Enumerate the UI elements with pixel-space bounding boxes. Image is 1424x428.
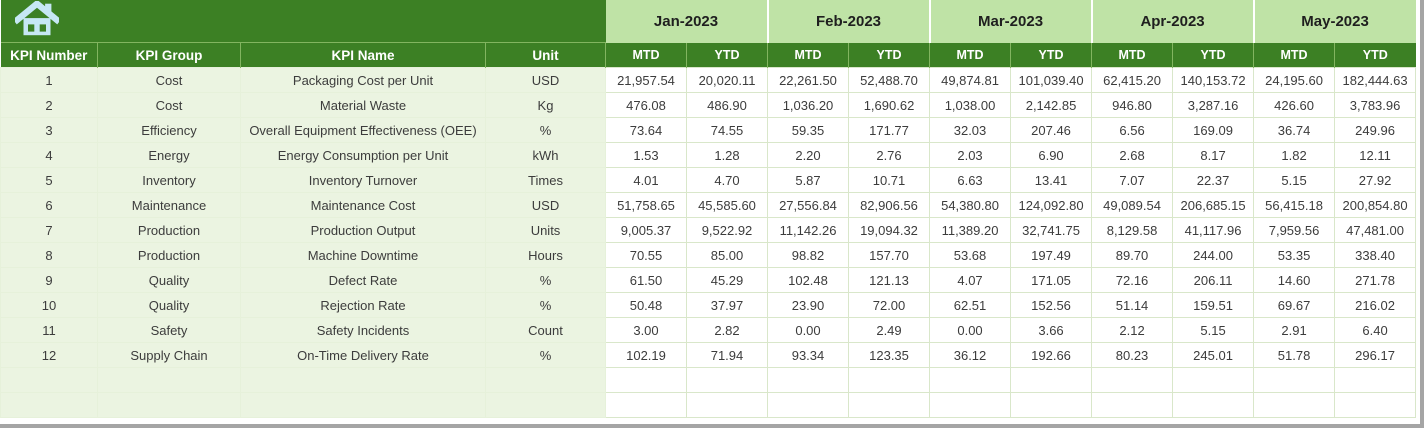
kpi-number-cell[interactable]: 7 [1, 218, 98, 243]
value-cell[interactable]: 32.03 [930, 118, 1011, 143]
kpi-unit-cell[interactable]: Units [486, 218, 606, 243]
value-cell[interactable]: 159.51 [1173, 293, 1254, 318]
empty-cell[interactable] [930, 368, 1011, 393]
kpi-group-cell[interactable]: Production [98, 218, 241, 243]
window-frame-bottom [0, 424, 1424, 428]
sub-header-feb-2023-ytd[interactable]: YTD [849, 43, 930, 68]
value-cell[interactable]: 296.17 [1335, 343, 1416, 368]
value-cell[interactable]: 85.00 [687, 243, 768, 268]
value-cell[interactable]: 206,685.15 [1173, 193, 1254, 218]
kpi-unit-cell[interactable]: USD [486, 193, 606, 218]
kpi-name-cell[interactable]: Energy Consumption per Unit [241, 143, 486, 168]
kpi-group-cell[interactable]: Supply Chain [98, 343, 241, 368]
value-cell[interactable]: 53.35 [1254, 243, 1335, 268]
value-cell[interactable]: 59.35 [768, 118, 849, 143]
table-body [1, 68, 1416, 418]
sub-header-mar-2023-ytd[interactable]: YTD [1011, 43, 1092, 68]
value-cell[interactable]: 82,906.56 [849, 193, 930, 218]
empty-cell[interactable] [1254, 368, 1335, 393]
kpi-group-cell[interactable]: Quality [98, 268, 241, 293]
kpi-unit-cell[interactable]: % [486, 268, 606, 293]
value-cell[interactable]: 71.94 [687, 343, 768, 368]
sub-header-apr-2023-ytd[interactable]: YTD [1173, 43, 1254, 68]
kpi-group-cell[interactable]: Cost [98, 93, 241, 118]
value-cell[interactable]: 102.19 [606, 343, 687, 368]
kpi-number-cell[interactable]: 3 [1, 118, 98, 143]
kpi-row-11 [1, 318, 1416, 343]
value-cell[interactable]: 50.48 [606, 293, 687, 318]
empty-cell[interactable] [687, 393, 768, 418]
value-cell[interactable]: 245.01 [1173, 343, 1254, 368]
value-cell[interactable]: 12.11 [1335, 143, 1416, 168]
value-cell[interactable]: 6.56 [1092, 118, 1173, 143]
value-cell[interactable]: 171.77 [849, 118, 930, 143]
value-cell[interactable]: 121.13 [849, 268, 930, 293]
kpi-unit-cell[interactable]: Count [486, 318, 606, 343]
value-cell[interactable]: 486.90 [687, 93, 768, 118]
value-cell[interactable]: 946.80 [1092, 93, 1173, 118]
kpi-number-cell[interactable]: 10 [1, 293, 98, 318]
value-cell[interactable]: 6.63 [930, 168, 1011, 193]
empty-cell[interactable] [486, 368, 606, 393]
empty-cell[interactable] [98, 393, 241, 418]
sub-header-jan-2023-mtd[interactable]: MTD [606, 43, 687, 68]
column-header-kpi-name[interactable]: KPI Name [241, 43, 486, 68]
empty-row [1, 368, 1416, 393]
value-cell[interactable]: 61.50 [606, 268, 687, 293]
value-cell[interactable]: 53.68 [930, 243, 1011, 268]
value-cell[interactable]: 27.92 [1335, 168, 1416, 193]
value-cell[interactable]: 32,741.75 [1011, 218, 1092, 243]
empty-cell[interactable] [1092, 368, 1173, 393]
value-cell[interactable]: 2.20 [768, 143, 849, 168]
value-cell[interactable]: 72.16 [1092, 268, 1173, 293]
value-cell[interactable]: 9,522.92 [687, 218, 768, 243]
kpi-unit-cell[interactable]: Times [486, 168, 606, 193]
kpi-name-cell[interactable]: Machine Downtime [241, 243, 486, 268]
kpi-unit-cell[interactable]: % [486, 293, 606, 318]
value-cell[interactable]: 19,094.32 [849, 218, 930, 243]
value-cell[interactable]: 2.49 [849, 318, 930, 343]
value-cell[interactable]: 11,142.26 [768, 218, 849, 243]
kpi-group-cell[interactable]: Maintenance [98, 193, 241, 218]
kpi-row-1 [1, 68, 1416, 93]
sub-header-mar-2023-mtd[interactable]: MTD [930, 43, 1011, 68]
value-cell[interactable]: 3.00 [606, 318, 687, 343]
kpi-group-cell[interactable]: Cost [98, 68, 241, 93]
sub-header-apr-2023-mtd[interactable]: MTD [1092, 43, 1173, 68]
kpi-row-10 [1, 293, 1416, 318]
kpi-group-cell[interactable]: Efficiency [98, 118, 241, 143]
empty-row [1, 393, 1416, 418]
value-cell[interactable]: 4.01 [606, 168, 687, 193]
value-cell[interactable]: 62.51 [930, 293, 1011, 318]
kpi-name-cell[interactable]: On-Time Delivery Rate [241, 343, 486, 368]
value-cell[interactable]: 9,005.37 [606, 218, 687, 243]
value-cell[interactable]: 23.90 [768, 293, 849, 318]
home-icon [15, 1, 59, 37]
kpi-unit-cell[interactable]: Kg [486, 93, 606, 118]
kpi-unit-cell[interactable]: Hours [486, 243, 606, 268]
value-cell[interactable]: 70.55 [606, 243, 687, 268]
kpi-name-cell[interactable]: Maintenance Cost [241, 193, 486, 218]
kpi-row-7 [1, 218, 1416, 243]
kpi-group-cell[interactable]: Inventory [98, 168, 241, 193]
kpi-row-9 [1, 268, 1416, 293]
kpi-name-cell[interactable]: Production Output [241, 218, 486, 243]
kpi-number-cell[interactable]: 2 [1, 93, 98, 118]
value-cell[interactable]: 24,195.60 [1254, 68, 1335, 93]
value-cell[interactable]: 206.11 [1173, 268, 1254, 293]
value-cell[interactable]: 45.29 [687, 268, 768, 293]
value-cell[interactable]: 124,092.80 [1011, 193, 1092, 218]
value-cell[interactable]: 2.82 [687, 318, 768, 343]
value-cell[interactable]: 69.67 [1254, 293, 1335, 318]
empty-cell[interactable] [768, 393, 849, 418]
month-header-apr-2023[interactable]: Apr-2023 [1092, 0, 1254, 43]
value-cell[interactable]: 5.15 [1173, 318, 1254, 343]
value-cell[interactable]: 3.66 [1011, 318, 1092, 343]
value-cell[interactable]: 2.12 [1092, 318, 1173, 343]
value-cell[interactable]: 0.00 [930, 318, 1011, 343]
kpi-number-cell[interactable]: 6 [1, 193, 98, 218]
kpi-name-cell[interactable]: Safety Incidents [241, 318, 486, 343]
empty-cell[interactable] [606, 368, 687, 393]
value-cell[interactable]: 1,690.62 [849, 93, 930, 118]
value-cell[interactable]: 2.03 [930, 143, 1011, 168]
empty-cell[interactable] [1173, 393, 1254, 418]
window-frame-right [1420, 0, 1424, 428]
value-cell[interactable]: 41,117.96 [1173, 218, 1254, 243]
empty-cell[interactable] [486, 393, 606, 418]
kpi-group-cell[interactable]: Safety [98, 318, 241, 343]
value-cell[interactable]: 216.02 [1335, 293, 1416, 318]
kpi-row-8 [1, 243, 1416, 268]
value-cell[interactable]: 5.15 [1254, 168, 1335, 193]
value-cell[interactable]: 6.40 [1335, 318, 1416, 343]
kpi-name-cell[interactable]: Overall Equipment Effectiveness (OEE) [241, 118, 486, 143]
value-cell[interactable]: 192.66 [1011, 343, 1092, 368]
kpi-unit-cell[interactable]: % [486, 118, 606, 143]
kpi-group-cell[interactable]: Energy [98, 143, 241, 168]
value-cell[interactable]: 62,415.20 [1092, 68, 1173, 93]
empty-cell[interactable] [930, 393, 1011, 418]
value-cell[interactable]: 7.07 [1092, 168, 1173, 193]
value-cell[interactable]: 8,129.58 [1092, 218, 1173, 243]
value-cell[interactable]: 2.68 [1092, 143, 1173, 168]
value-cell[interactable]: 1.82 [1254, 143, 1335, 168]
empty-cell[interactable] [1092, 393, 1173, 418]
month-header-row [1, 0, 1416, 43]
value-cell[interactable]: 89.70 [1092, 243, 1173, 268]
sub-header-jan-2023-ytd[interactable]: YTD [687, 43, 768, 68]
value-cell[interactable]: 37.97 [687, 293, 768, 318]
value-cell[interactable]: 27,556.84 [768, 193, 849, 218]
value-cell[interactable]: 4.70 [687, 168, 768, 193]
empty-cell[interactable] [1, 368, 98, 393]
month-header-may-2023[interactable]: May-2023 [1254, 0, 1416, 43]
value-cell[interactable]: 10.71 [849, 168, 930, 193]
value-cell[interactable]: 98.82 [768, 243, 849, 268]
kpi-row-2 [1, 93, 1416, 118]
value-cell[interactable]: 13.41 [1011, 168, 1092, 193]
value-cell[interactable]: 74.55 [687, 118, 768, 143]
value-cell[interactable]: 4.07 [930, 268, 1011, 293]
sub-header-may-2023-ytd[interactable]: YTD [1335, 43, 1416, 68]
home-button[interactable] [9, 0, 53, 36]
value-cell[interactable]: 22,261.50 [768, 68, 849, 93]
value-cell[interactable]: 0.00 [768, 318, 849, 343]
empty-cell[interactable] [1173, 368, 1254, 393]
value-cell[interactable]: 2,142.85 [1011, 93, 1092, 118]
value-cell[interactable]: 426.60 [1254, 93, 1335, 118]
kpi-row-5 [1, 168, 1416, 193]
column-header-unit[interactable]: Unit [486, 43, 606, 68]
value-cell[interactable]: 2.91 [1254, 318, 1335, 343]
value-cell[interactable]: 140,153.72 [1173, 68, 1254, 93]
empty-cell[interactable] [849, 393, 930, 418]
month-header-mar-2023[interactable]: Mar-2023 [930, 0, 1092, 43]
value-cell[interactable]: 1,038.00 [930, 93, 1011, 118]
value-cell[interactable]: 45,585.60 [687, 193, 768, 218]
kpi-name-cell[interactable]: Packaging Cost per Unit [241, 68, 486, 93]
empty-cell[interactable] [98, 368, 241, 393]
empty-cell[interactable] [241, 368, 486, 393]
empty-cell[interactable] [1011, 368, 1092, 393]
value-cell[interactable]: 152.56 [1011, 293, 1092, 318]
empty-cell[interactable] [1335, 393, 1416, 418]
kpi-number-cell[interactable]: 12 [1, 343, 98, 368]
value-cell[interactable]: 11,389.20 [930, 218, 1011, 243]
value-cell[interactable]: 49,089.54 [1092, 193, 1173, 218]
value-cell[interactable]: 80.23 [1092, 343, 1173, 368]
value-cell[interactable]: 73.64 [606, 118, 687, 143]
value-cell[interactable]: 123.35 [849, 343, 930, 368]
value-cell[interactable]: 476.08 [606, 93, 687, 118]
value-cell[interactable]: 3,783.96 [1335, 93, 1416, 118]
value-cell[interactable]: 338.40 [1335, 243, 1416, 268]
value-cell[interactable]: 21,957.54 [606, 68, 687, 93]
empty-cell[interactable] [687, 368, 768, 393]
value-cell[interactable]: 93.34 [768, 343, 849, 368]
value-cell[interactable]: 2.76 [849, 143, 930, 168]
kpi-number-cell[interactable]: 9 [1, 268, 98, 293]
value-cell[interactable]: 1.53 [606, 143, 687, 168]
value-cell[interactable]: 207.46 [1011, 118, 1092, 143]
value-cell[interactable]: 200,854.80 [1335, 193, 1416, 218]
kpi-row-6 [1, 193, 1416, 218]
empty-cell[interactable] [241, 393, 486, 418]
value-cell[interactable]: 20,020.11 [687, 68, 768, 93]
value-cell[interactable]: 47,481.00 [1335, 218, 1416, 243]
value-cell[interactable]: 56,415.18 [1254, 193, 1335, 218]
value-cell[interactable]: 14.60 [1254, 268, 1335, 293]
column-header-kpi-number[interactable]: KPI Number [1, 43, 98, 68]
value-cell[interactable]: 271.78 [1335, 268, 1416, 293]
value-cell[interactable]: 169.09 [1173, 118, 1254, 143]
empty-cell[interactable] [849, 368, 930, 393]
empty-cell[interactable] [1011, 393, 1092, 418]
kpi-name-cell[interactable]: Inventory Turnover [241, 168, 486, 193]
value-cell[interactable]: 102.48 [768, 268, 849, 293]
value-cell[interactable]: 1,036.20 [768, 93, 849, 118]
kpi-number-cell[interactable]: 5 [1, 168, 98, 193]
value-cell[interactable]: 36.74 [1254, 118, 1335, 143]
kpi-row-12 [1, 343, 1416, 368]
value-cell[interactable]: 3,287.16 [1173, 93, 1254, 118]
value-cell[interactable]: 51.78 [1254, 343, 1335, 368]
value-cell[interactable]: 101,039.40 [1011, 68, 1092, 93]
sub-header-feb-2023-mtd[interactable]: MTD [768, 43, 849, 68]
value-cell[interactable]: 22.37 [1173, 168, 1254, 193]
value-cell[interactable]: 249.96 [1335, 118, 1416, 143]
kpi-name-cell[interactable]: Defect Rate [241, 268, 486, 293]
value-cell[interactable]: 5.87 [768, 168, 849, 193]
value-cell[interactable]: 171.05 [1011, 268, 1092, 293]
value-cell[interactable]: 244.00 [1173, 243, 1254, 268]
kpi-group-cell[interactable]: Production [98, 243, 241, 268]
empty-cell[interactable] [606, 393, 687, 418]
value-cell[interactable]: 8.17 [1173, 143, 1254, 168]
value-cell[interactable]: 197.49 [1011, 243, 1092, 268]
kpi-unit-cell[interactable]: kWh [486, 143, 606, 168]
column-header-kpi-group[interactable]: KPI Group [98, 43, 241, 68]
kpi-number-cell[interactable]: 11 [1, 318, 98, 343]
value-cell[interactable]: 7,959.56 [1254, 218, 1335, 243]
kpi-group-cell[interactable]: Quality [98, 293, 241, 318]
value-cell[interactable]: 51.14 [1092, 293, 1173, 318]
empty-cell[interactable] [1, 393, 98, 418]
value-cell[interactable]: 52,488.70 [849, 68, 930, 93]
value-cell[interactable]: 157.70 [849, 243, 930, 268]
kpi-name-cell[interactable]: Rejection Rate [241, 293, 486, 318]
kpi-unit-cell[interactable]: % [486, 343, 606, 368]
empty-cell[interactable] [1335, 368, 1416, 393]
empty-cell[interactable] [768, 368, 849, 393]
sub-header-row [1, 43, 1416, 68]
value-cell[interactable]: 72.00 [849, 293, 930, 318]
kpi-unit-cell[interactable]: USD [486, 68, 606, 93]
value-cell[interactable]: 1.28 [687, 143, 768, 168]
kpi-number-cell[interactable]: 1 [1, 68, 98, 93]
value-cell[interactable]: 36.12 [930, 343, 1011, 368]
value-cell[interactable]: 182,444.63 [1335, 68, 1416, 93]
kpi-row-4 [1, 143, 1416, 168]
value-cell[interactable]: 6.90 [1011, 143, 1092, 168]
value-cell[interactable]: 49,874.81 [930, 68, 1011, 93]
empty-cell[interactable] [1254, 393, 1335, 418]
value-cell[interactable]: 51,758.65 [606, 193, 687, 218]
sub-header-may-2023-mtd[interactable]: MTD [1254, 43, 1335, 68]
header-corner [1, 0, 606, 43]
kpi-name-cell[interactable]: Material Waste [241, 93, 486, 118]
kpi-number-cell[interactable]: 4 [1, 143, 98, 168]
month-header-feb-2023[interactable]: Feb-2023 [768, 0, 930, 43]
month-header-jan-2023[interactable]: Jan-2023 [606, 0, 768, 43]
value-cell[interactable]: 54,380.80 [930, 193, 1011, 218]
kpi-row-3 [1, 118, 1416, 143]
kpi-number-cell[interactable]: 8 [1, 243, 98, 268]
